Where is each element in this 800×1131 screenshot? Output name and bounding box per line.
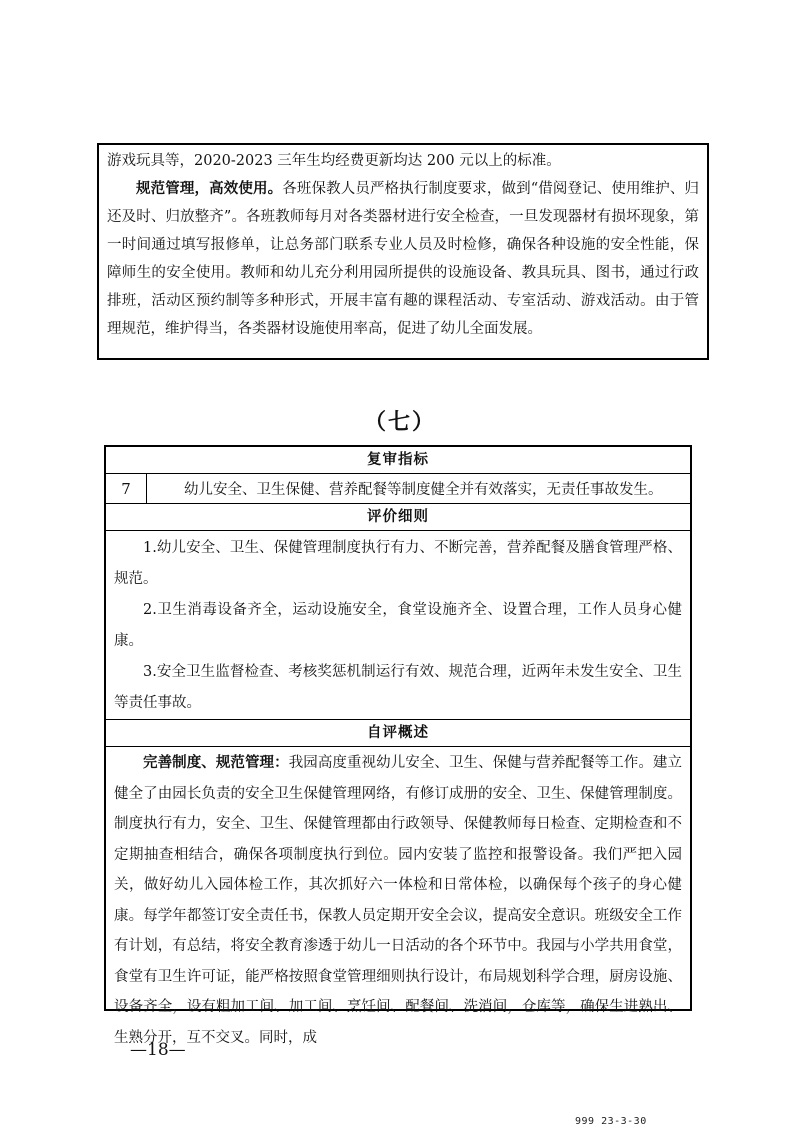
criteria-item: 2.卫生消毒设备齐全，运动设施安全，食堂设施齐全、设置合理，工作人员身心健康。: [114, 602, 682, 649]
criteria-cell: [106, 531, 690, 720]
management-paragraph: [107, 175, 699, 343]
page-number: —18—: [130, 1040, 186, 1060]
self-eval-cell: [106, 747, 690, 1053]
continued-text-box: [97, 143, 709, 360]
paragraph-body: 各班保教人员严格执行制度要求，做到“借阅登记、使用维护、归还及时、归放整齐”。各班教师每月对各类器材进行安全检查，一旦发现器材有损坏现象，第一时间通过填写报修单，让总务部门联系专业人员及时检修，确保各种设施的安全性能，保障师生的安全使用。教师和幼儿充分利用园所提供的设施设备、教具玩具、图书，通过行政排班，活动区预约制等多种形式，开展丰富有趣的课程活动、专室活动、游戏活动。由于管理规范，维护得当，各类器材设施使用率高，促进了幼儿全面发展。: [107, 181, 700, 337]
criteria-item: 3.安全卫生监督检查、考核奖惩机制运行有效、规范合理，近两年未发生安全、卫生等责任事故。: [114, 664, 682, 711]
indicator-number: 7: [106, 474, 147, 503]
indicator-row: [106, 474, 690, 504]
self-eval-paragraph: [114, 748, 682, 1053]
criteria-header: 评价细则: [106, 504, 690, 531]
self-eval-lead: 完善制度、规范管理：: [143, 755, 289, 771]
self-eval-body: 我园高度重视幼儿安全、卫生、保健与营养配餐等工作。建立健全了由园长负责的安全卫生保健管理网络，有修订成册的安全、卫生、保健管理制度。制度执行有力，安全、卫生、保健管理都由行政领导、保健教师每日检查、定期检查和不定期抽查相结合，确保各项制度执行到位。园内安装了监控和报警设备。我们严把入园关，做好幼儿入园体检工作，其次抓好六一体检和日常体检，以确保每个孩子的身心健康。每学年都签订安全责任书，保教人员定期开安全会议，提高安全意识。班级安全工作有计划，有总结，将安全教育渗透于幼儿一日活动的各个环节中。我园与小学共用食堂，食堂有卫生许可证，能严格按照食堂管理细则执行设计，布局规划科学合理，厨房设施、设备齐全，设有粗加工间、加工间、烹饪间、配餐间、洗消间，仓库等，确保生进熟出、生熟分开，互不交叉。同时，成: [114, 755, 683, 1046]
review-indicator-header: 复审指标: [106, 447, 690, 474]
indicator-text: 幼儿安全、卫生保健、营养配餐等制度健全并有效落实，无责任事故发生。: [184, 482, 663, 498]
section-title: （七）: [363, 409, 436, 435]
continued-line: 游戏玩具等，2020-2023 三年生均经费更新均达 200 元以上的标准。: [107, 153, 561, 169]
self-eval-header: 自评概述: [106, 720, 690, 747]
paragraph-lead: 规范管理，高效使用。: [136, 181, 283, 197]
review-table: [104, 445, 692, 1046]
footer-stamp: 999 23-3-30: [575, 1116, 647, 1127]
criteria-item: 1.幼儿安全、卫生、保健管理制度执行有力、不断完善，营养配餐及膳食管理严格、规范。: [114, 540, 682, 587]
